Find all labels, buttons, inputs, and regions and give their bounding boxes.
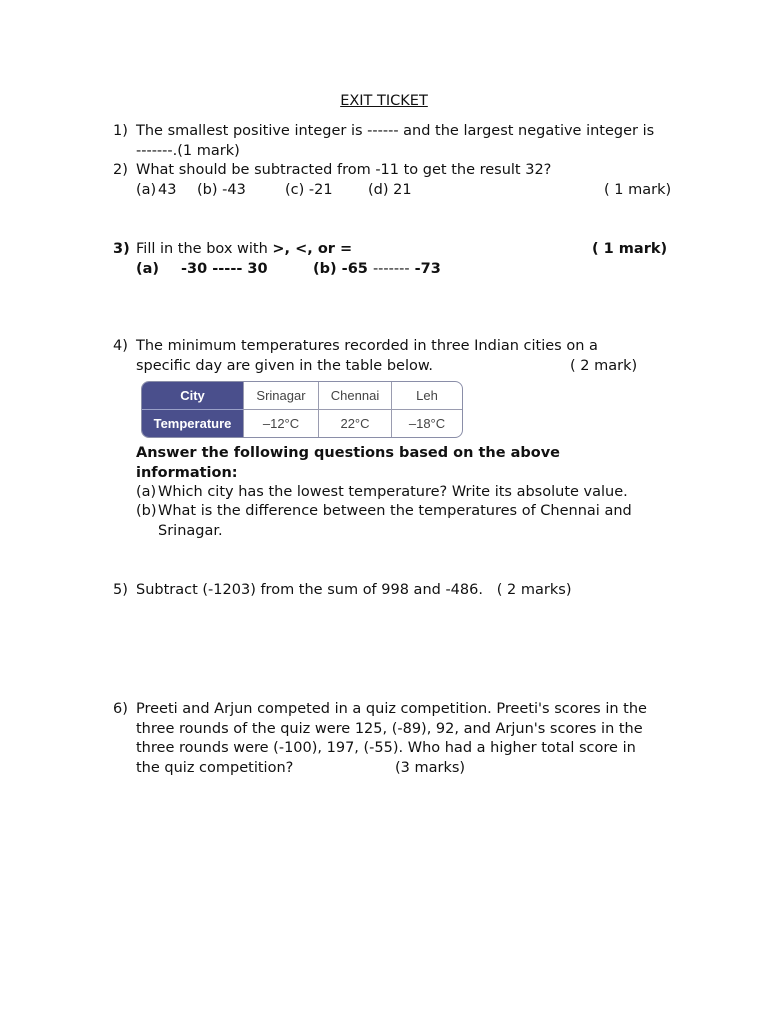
q2-option-d: (d) 21	[368, 182, 412, 198]
q2-option-a: 43	[158, 182, 177, 198]
table-temp-leh: –18°C	[391, 410, 462, 437]
table-temp-srinagar: –12°C	[243, 410, 318, 437]
q4-number: 4)	[113, 338, 128, 354]
q1-line1: The smallest positive integer is ------ and the largest negative integer is	[136, 123, 655, 139]
q6-line4: the quiz competition?	[136, 760, 294, 776]
table-city-srinagar: Srinagar	[243, 382, 318, 410]
q4-instruction-line1: Answer the following questions based on the above	[136, 445, 560, 461]
q2-option-a-label: (a)	[136, 182, 157, 198]
q3-part-a-left: -30	[181, 261, 208, 277]
q4-sub-b-label: (b)	[136, 503, 157, 519]
table-header-city: City	[142, 382, 243, 410]
q3-part-a	[181, 260, 268, 280]
q4-sub-a: Which city has the lowest temperature? Write its absolute value.	[158, 484, 628, 500]
q6-mark: (3 marks)	[395, 760, 466, 776]
q2-line1: What should be subtracted from -11 to get the result 32?	[136, 162, 552, 178]
q3-mark: ( 1 mark)	[592, 241, 668, 257]
table-city-chennai: Chennai	[318, 382, 391, 410]
q3-part-a-label: (a)	[136, 261, 160, 277]
q6-line2: three rounds of the quiz were 125, (-89), 92, and Arjun's scores in the	[136, 721, 643, 737]
q4-sub-b-line1: What is the difference between the temperatures of Chennai and	[158, 503, 632, 519]
q6-number: 6)	[113, 701, 128, 717]
q3-part-b-dash: -------	[372, 261, 410, 277]
q5-number: 5)	[113, 582, 128, 598]
q4-sub-a-label: (a)	[136, 484, 157, 500]
q4-line2: specific day are given in the table below.	[136, 358, 433, 374]
table-header-temperature: Temperature	[142, 410, 243, 437]
q3-number: 3)	[113, 241, 130, 257]
q3-part-a-right: 30	[247, 261, 268, 277]
q3-instruction	[136, 240, 352, 260]
q3-part-b-right: -73	[414, 261, 441, 277]
q2-option-b: (b) -43	[197, 182, 246, 198]
q3-instruction-text: Fill in the box with	[136, 241, 268, 257]
q4-mark: ( 2 mark)	[570, 358, 638, 374]
q1-line2: -------.(1 mark)	[136, 143, 240, 159]
q2-number: 2)	[113, 162, 128, 178]
temperature-table	[141, 381, 463, 438]
table-city-leh: Leh	[391, 382, 462, 410]
q1-number: 1)	[113, 123, 128, 139]
q3-symbols: >, <, or =	[272, 241, 353, 257]
table-temp-chennai: 22°C	[318, 410, 391, 437]
q6-line1: Preeti and Arjun competed in a quiz competition. Preeti's scores in the	[136, 701, 647, 717]
q4-sub-b-line2: Srinagar.	[158, 523, 223, 539]
q3-part-a-dash: -----	[212, 261, 243, 277]
q3-part-b	[313, 260, 441, 280]
q6-line3: three rounds were (-100), 197, (-55). Who had a higher total score in	[136, 740, 636, 756]
q2-option-c: (c) -21	[285, 182, 333, 198]
q5-line1: Subtract (-1203) from the sum of 998 and -486. ( 2 marks)	[136, 582, 572, 598]
q4-line1: The minimum temperatures recorded in three Indian cities on a	[136, 338, 598, 354]
page-title: EXIT TICKET	[340, 93, 428, 109]
q4-instruction-line2: information:	[136, 465, 238, 481]
q3-part-b-left: (b) -65	[313, 261, 368, 277]
q2-mark: ( 1 mark)	[604, 182, 672, 198]
